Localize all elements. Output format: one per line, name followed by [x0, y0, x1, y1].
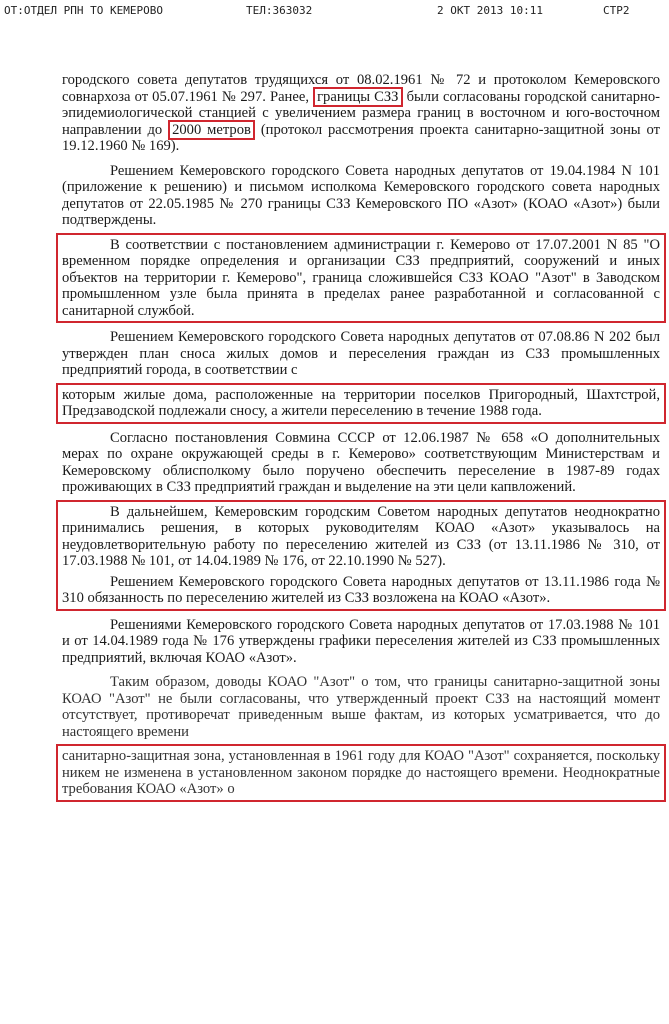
paragraph-4-text-a: Решением Кемеровского городского Совета народных депутатов от 07.08.86 N 202 был утвержден план сноса жилых домов и переселения граждан из СЗЗ промышленных предприятий города, в соответствии с — [62, 329, 660, 378]
highlight-szz-boundaries: границы СЗЗ — [313, 87, 402, 107]
paragraph-4 — [62, 329, 660, 379]
paragraph-5: Согласно постановления Совмина СССР от 12.06.1987 № 658 «О дополнительных мерах по охране окружающей среды в г. Кемерово» соответствующим Министерствам и Кемеровскому облисполкому было поручено обеспечить переселение в 1987-89 годах проживающих в СЗЗ предприятий граждан и выделение на эти цели капвложений. — [62, 429, 660, 495]
paragraph-1-text-c: (протокол рассмотрения проекта санитарно-защитной зоны от 19.12.1960 № 169). — [62, 121, 660, 154]
fax-sender: ОТ:ОТДЕЛ РПН ТО КЕМЕРОВО — [4, 4, 163, 17]
fax-page-number: СТР2 — [603, 4, 630, 17]
highlight-box-3 — [56, 500, 666, 611]
paragraph-1-text-b: были согласованы городской санитарно-эпидемиологической станцией с увеличением размера границ в восточном и юго-восточном направлении до — [62, 88, 660, 138]
fax-datetime: 2 ОКТ 2013 10:11 — [437, 4, 543, 17]
paragraph-1 — [62, 72, 660, 155]
paragraph-9-text-a: Таким образом, доводы КОАО "Азот" о том, что границы санитарно-защитной зоны КОАО "Азот" не были согласованы, что утвержденный проект СЗЗ на настоящий момент отсутствует, противоречат приведенным выше фактам, из которых усматривается, что до настоящего времени — [62, 674, 660, 740]
highlight-box-4 — [56, 744, 666, 802]
fax-phone: ТЕЛ:363032 — [246, 4, 313, 17]
paragraph-3: В соответствии с постановлением администрации г. Кемерово от 17.07.2001 N 85 "О временном порядке определения и организации СЗЗ предприятий, сооружений и иных объектов на территории г. Кемерово", граница сложившейся СЗЗ КОАО "Азот" в Заводском промышленном узле была принята в пределах ранее разработанной и согласованной с санитарной службой. — [62, 236, 660, 319]
highlight-box-1 — [56, 233, 666, 324]
paragraph-6: В дальнейшем, Кемеровским городским Советом народных депутатов неоднократно принимались решения, в которых руководителям КОАО «Азот» указывалось на неудовлетворительную работу по переселению жителей из СЗЗ (от 13.11.1986 № 310, от 17.03.1988 № 101, от 14.04.1989 № 176, от 22.10.1990 № 527). — [62, 503, 660, 569]
paragraph-9 — [62, 674, 660, 740]
paragraph-2: Решением Кемеровского городского Совета народных депутатов от 19.04.1984 N 101 (приложение к решению) и письмом исполкома Кемеровского городского совета народных депутатов от 22.05.1985 № 270 границы СЗЗ Кемеровского ПО «Азот» (КОАО «Азот») были подтверждены. — [62, 162, 660, 228]
paragraph-8: Решениями Кемеровского городского Совета народных депутатов от 17.03.1988 № 101 и от 14.04.1989 года № 176 утверждены графики переселения жителей из СЗЗ промышленных предприятий, включая КОАО «Азот». — [62, 616, 660, 666]
paragraph-1-text-a: городского совета депутатов трудящихся от 08.02.1961 № 72 и протоколом Кемеровского совнархоза от 05.07.1961 № 297. Ранее, — [62, 72, 660, 105]
highlight-2000-meters: 2000 метров — [168, 120, 255, 140]
document-body — [62, 72, 660, 808]
highlight-box-2 — [56, 383, 666, 424]
paragraph-4-highlight: которым жилые дома, расположенные на территории поселков Пригородный, Шахтстрой, Предзаводской подлежали сносу, а жители переселению в течение 1988 года. — [62, 386, 660, 419]
paragraph-9-highlight: санитарно-защитная зона, установленная в 1961 году для КОАО "Азот" сохраняется, поскольку никем не изменена в установленном законом порядке до настоящего времени. Неоднократные требования КОАО «Азот» о — [62, 748, 660, 797]
paragraph-7: Решением Кемеровского городского Совета народных депутатов от 13.11.1986 года № 310 обязанность по переселению жителей из СЗЗ возложена на КОАО «Азот». — [62, 573, 660, 606]
fax-header — [0, 4, 669, 20]
